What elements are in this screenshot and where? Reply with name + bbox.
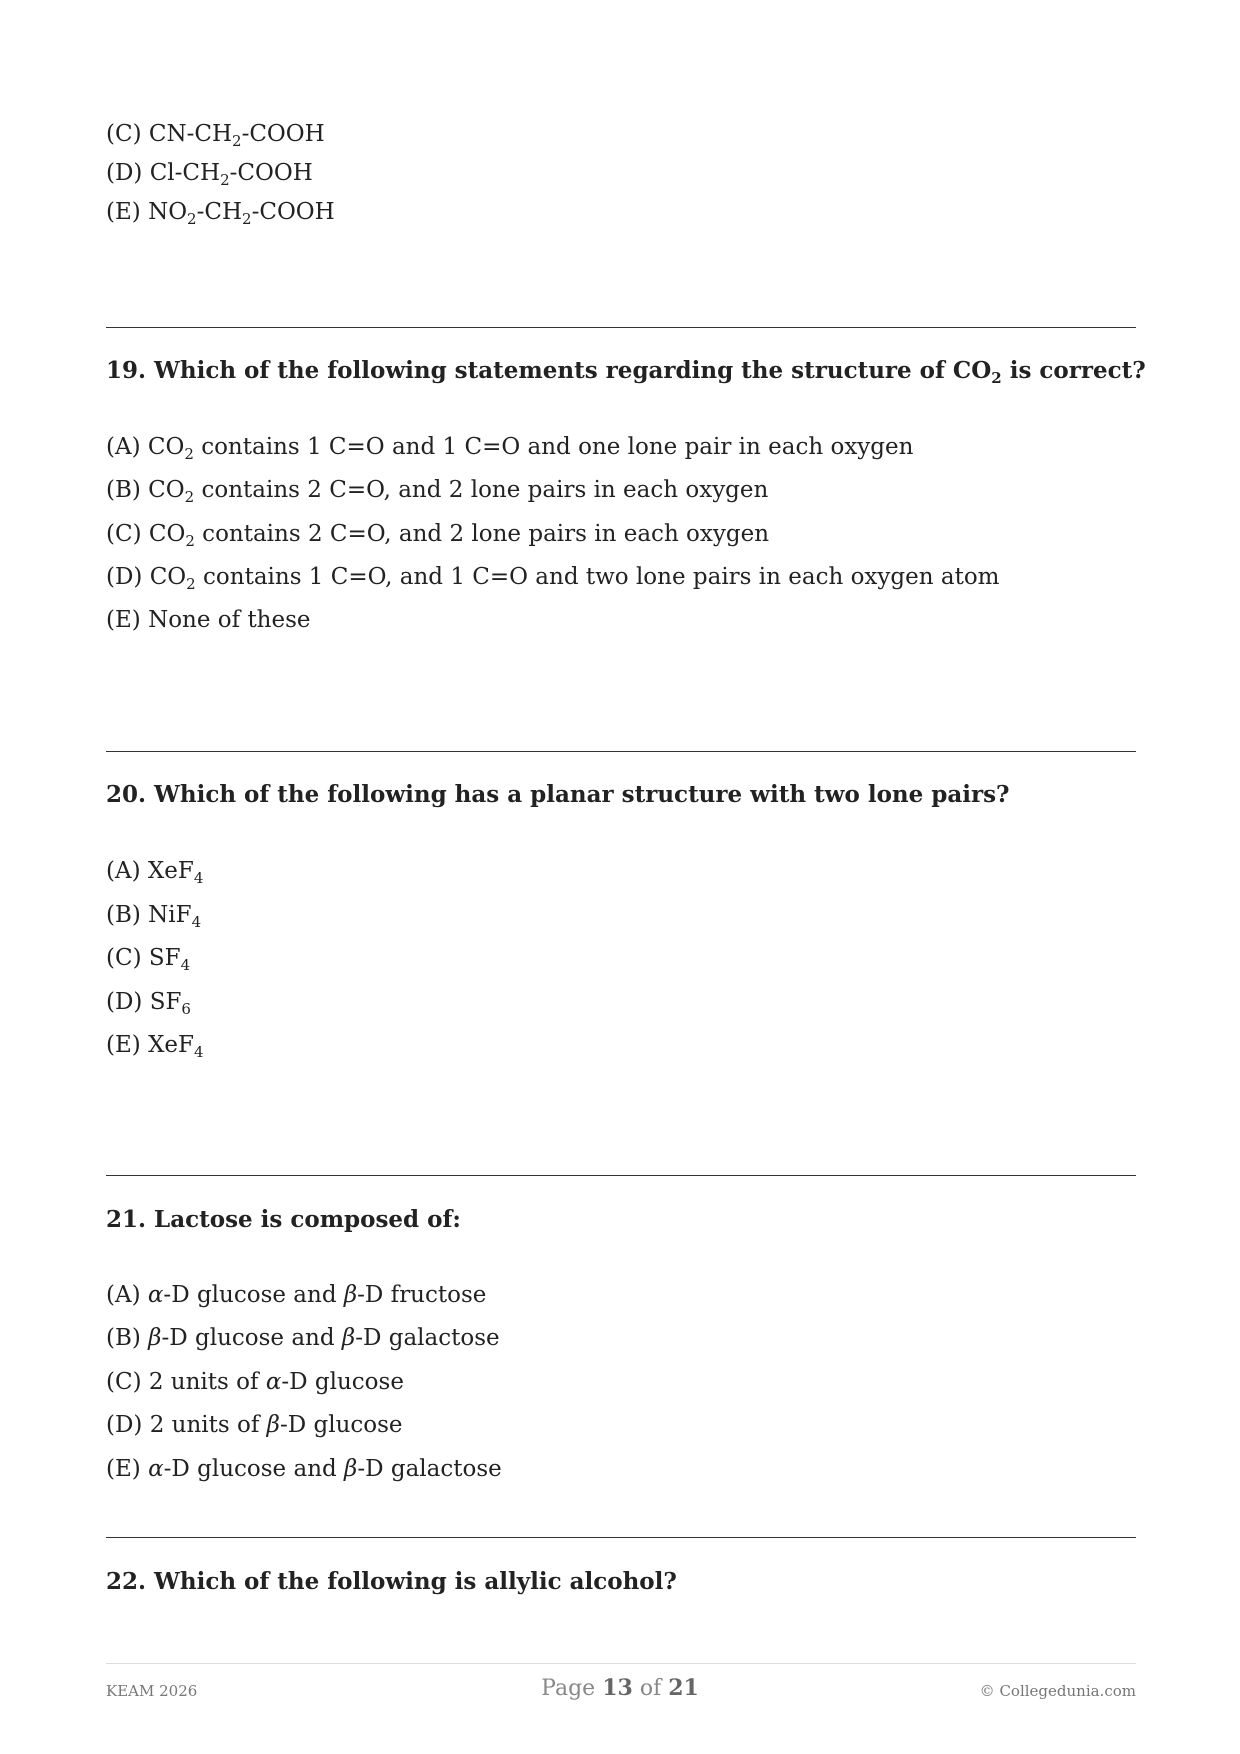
q20-option-b: (B) NiF$_4$ — [106, 902, 202, 931]
q21-option-e: (E) α-D glucose and β-D galactose — [106, 1456, 502, 1482]
q21-option-a: (A) α-D glucose and β-D fructose — [106, 1282, 487, 1308]
footer-exam-name: KEAM 2026 — [106, 1682, 198, 1700]
question-22: 22. Which of the following is allylic alcohol? — [106, 1568, 677, 1595]
q21-option-b: (B) β-D glucose and β-D galactose — [106, 1325, 500, 1351]
q18-option-d: (D) $Cl-CH_2$-COOH — [106, 160, 313, 189]
question-19: 19. Which of the following statements regarding the structure of $CO_2$ is correct? — [106, 357, 1146, 387]
question-21: 21. Lactose is composed of: — [106, 1206, 461, 1233]
footer-copyright: © Collegedunia.com — [979, 1682, 1136, 1700]
question-divider — [106, 1537, 1136, 1538]
q20-option-d: (D) $SF_6$ — [106, 989, 191, 1018]
q21-option-d: (D) 2 units of β-D glucose — [106, 1412, 403, 1438]
footer-divider — [106, 1663, 1136, 1664]
page-number: Page 13 of 21 — [541, 1675, 699, 1701]
q19-option-c: (C) $CO_2$ contains 2 C=O, and 2 lone pairs in each oxygen — [106, 521, 770, 550]
q18-option-c: (C) $CN-CH_2$-COOH — [106, 121, 325, 150]
q19-option-d: (D) $CO_2$ contains 1 C=O, and 1 C=O and two lone pairs in each oxygen atom — [106, 564, 1000, 593]
q19-option-e: (E) None of these — [106, 607, 311, 633]
question-divider — [106, 327, 1136, 328]
question-divider — [106, 751, 1136, 752]
question-divider — [106, 1175, 1136, 1176]
q20-option-e: (E) XeF$_4$ — [106, 1032, 204, 1061]
q20-option-a: (A) XeF$_4$ — [106, 858, 204, 887]
q18-option-e: (E) $NO_2-CH_2$-COOH — [106, 199, 335, 228]
q19-option-a: (A) $CO_2$ contains 1 C=O and 1 C=O and one lone pair in each oxygen — [106, 434, 914, 463]
q20-option-c: (C) $SF_4$ — [106, 945, 191, 974]
q21-option-c: (C) 2 units of α-D glucose — [106, 1369, 404, 1395]
q19-option-b: (B) $CO_2$ contains 2 C=O, and 2 lone pairs in each oxygen — [106, 477, 769, 506]
question-20: 20. Which of the following has a planar structure with two lone pairs? — [106, 781, 1010, 808]
